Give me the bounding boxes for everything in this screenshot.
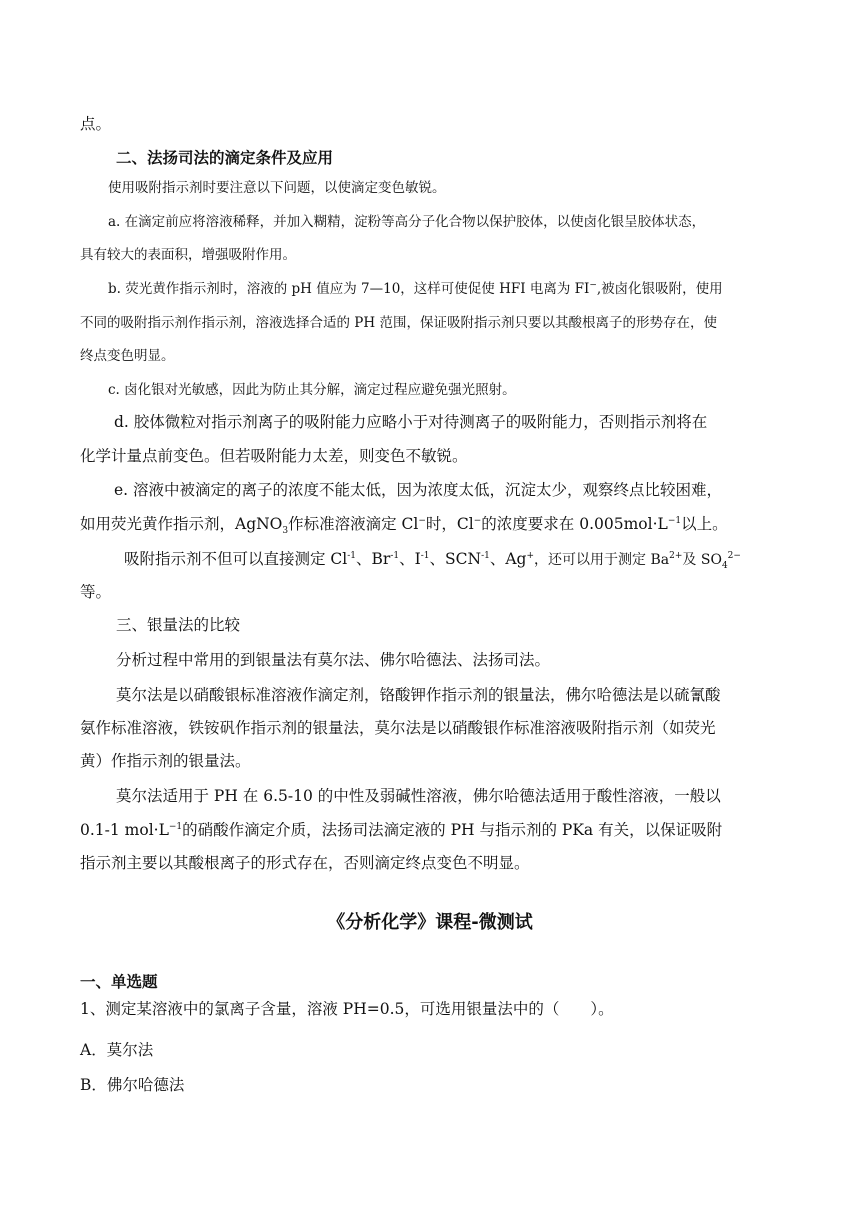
text-run: 、Ag [489,550,527,568]
paragraph-line: 终点变色明显。 [80,348,175,364]
paragraph-line: d. 胶体微粒对指示剂离子的吸附能力应略小于对待测离子的吸附能力，否则指示剂将在 [114,413,708,431]
text-run: 0.1-1 mol·L [80,821,169,839]
paragraph-line [80,818,722,840]
text-run: 的浓度要求在 0.005mol·L [481,515,668,533]
text-run: ,被卤化银吸附，使用 [596,281,723,297]
paragraph-line: e. 溶液中被滴定的离子的浓度不能太低，因为浓度太低，沉淀太少，观察终点比较困难， [114,481,723,499]
paragraph-line: 等。 [80,583,112,601]
text-run: 、Br [356,550,391,568]
text-run: 及 SO [682,552,722,568]
subscript: 4 [721,561,728,572]
paragraph-line: 具有较大的表面积，增强吸附作用。 [80,247,296,263]
paragraph-line: c. 卤化银对光敏感，因此为防止其分解，滴定过程应避免强光照射。 [108,382,516,398]
paragraph-end: 点。 [80,115,112,133]
superscript: 2+ [669,550,683,561]
section-heading: 二、法扬司法的滴定条件及应用 [116,149,334,167]
text-run: b. 荧光黄作指示剂时，溶液的 pH 值应为 7—10，这样可使促使 HFI 电离为 FI [108,281,590,297]
text-run: 、I [399,550,421,568]
superscript: -1 [390,550,400,561]
superscript: -1 [420,550,430,561]
quiz-section-heading: 一、单选题 [80,973,158,991]
text-run: 的硝酸作滴定介质，法扬司法滴定液的 PH 与指示剂的 PKa 有关，以保证吸附 [182,821,723,839]
paragraph-line: 化学计量点前变色。但若吸附能力太差，则变色不敏锐。 [80,447,468,465]
text-run: ，还可以用于测定 Ba [534,552,670,568]
paragraph-line: 指示剂主要以其酸根离子的形式存在，否则滴定终点变色不明显。 [80,854,530,872]
text-run: 以上。 [681,515,728,533]
answer-option-a[interactable]: A．莫尔法 [80,1041,154,1059]
superscript: 2− [727,550,741,561]
superscript: − [589,280,597,291]
text-run: 时，Cl [425,515,474,533]
superscript: -1 [481,550,490,561]
quiz-title: 《分析化学》课程-微测试 [327,912,533,933]
superscript: − [418,515,426,526]
text-run: 作标准溶液滴定 Cl [288,515,419,533]
subscript: 3 [282,526,289,537]
paragraph-line: 不同的吸附指示剂作指示剂，溶液选择合适的 PH 范围，保证吸附指示剂只要以其酸根离子的形势存在，使 [80,315,717,331]
paragraph-line: 莫尔法是以硝酸银标准溶液作滴定剂，铬酸钾作指示剂的银量法，佛尔哈德法是以硫氰酸 [116,686,721,704]
paragraph-line: a. 在滴定前应将溶液稀释，并加入糊精，淀粉等高分子化合物以保护胶体，以使卤化银呈胶体状态， [108,214,706,230]
paragraph-line: 黄）作指示剂的银量法。 [80,752,251,770]
paragraph-line [108,277,723,297]
text-run: 如用荧光黄作指示剂，AgNO [80,515,283,533]
paragraph-line: 氨作标准溶液，铁铵矾作指示剂的银量法，莫尔法是以硝酸银作标准溶液吸附指示剂（如荧光 [80,719,716,737]
superscript: + [526,550,535,561]
superscript: −1 [667,515,682,526]
answer-option-b[interactable]: B．佛尔哈德法 [80,1076,185,1094]
paragraph: 使用吸附指示剂时要注意以下问题，以使滴定变色敏锐。 [108,180,446,196]
question-text: 1、测定某溶液中的氯离子含量，溶液 PH=0.5，可选用银量法中的（ ）。 [80,1000,614,1018]
superscript: − [473,515,482,526]
paragraph-line [124,547,741,571]
paragraph-line [80,512,728,536]
paragraph: 分析过程中常用的到银量法有莫尔法、佛尔哈德法、法扬司法。 [116,651,551,669]
superscript: -1 [347,550,357,561]
paragraph-line: 莫尔法适用于 PH 在 6.5-10 的中性及弱碱性溶液，佛尔哈德法适用于酸性溶液，一般以 [116,787,721,805]
section-heading: 三、银量法的比较 [116,616,241,634]
text-run: 、SCN [429,550,482,568]
text-run: 吸附指示剂不但可以直接测定 Cl [124,550,348,568]
superscript: −1 [168,821,183,832]
